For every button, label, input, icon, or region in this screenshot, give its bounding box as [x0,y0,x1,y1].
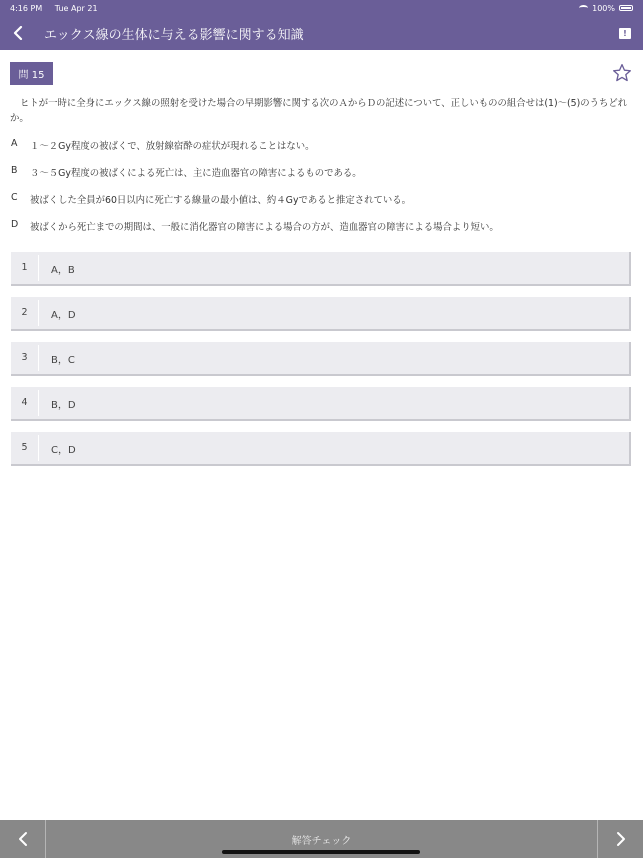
nav-bar [0,16,643,50]
page-title: エックス線の生体に与える影響に関する知識 [44,27,304,43]
chevron-left-icon [12,26,24,40]
choice-text: A，D [51,309,76,321]
back-button[interactable] [0,16,36,50]
battery-icon [619,5,633,11]
choice-text: B，C [51,354,75,366]
statement-label: B [11,165,18,176]
chevron-left-icon [17,831,29,847]
chevron-right-icon [615,831,627,847]
statement-text: １〜２Gy程度の被ばくで、放射線宿酔の症状が現れることはない。 [30,141,315,152]
star-icon[interactable] [612,63,632,83]
choice-option-5[interactable] [11,432,631,466]
statement-text: 被ばくした全員が60日以内に死亡する線量の最小値は、約４Gyであると推定されている。 [30,195,411,206]
choice-option-4[interactable] [11,387,631,421]
statement-text: 被ばくから死亡までの期間は、一般に消化器官の障害による場合の方が、造血器官の障害による場合より短い。 [30,222,499,233]
statement-text: ３〜５Gy程度の被ばくによる死亡は、主に造血器官の障害によるものである。 [30,168,362,179]
statement-label: D [11,219,19,230]
statement-b [11,165,631,179]
choice-number: 3 [11,345,39,371]
answer-check-button[interactable]: 解答チェック [291,835,352,847]
choice-option-1[interactable] [11,252,631,286]
statement-d [11,219,631,233]
status-date: Tue Apr 21 [54,3,98,13]
status-time: 4:16 PM [10,3,43,13]
status-bar [0,0,643,16]
statement-label: C [11,192,18,203]
home-indicator [222,850,420,854]
choice-number: 4 [11,390,39,416]
choice-option-2[interactable] [11,297,631,331]
question-number-badge: 問 15 [10,62,53,85]
choice-text: A，B [51,264,75,276]
next-question-button[interactable] [597,820,643,858]
wifi-icon [579,5,588,11]
choice-number: 1 [11,255,39,281]
choice-number: 5 [11,435,39,461]
choice-text: C，D [51,444,76,456]
choice-number: 2 [11,300,39,326]
choice-text: B，D [51,399,76,411]
question-text: ヒトが一時に全身にエックス線の照射を受けた場合の早期影響に関する次のＡからＤの記述について、正しいものの組合せは(1)〜(5)のうちどれか。 [10,98,628,124]
statement-label: A [11,138,18,149]
statement-a [11,138,631,152]
report-button[interactable] [607,16,643,50]
choice-option-3[interactable] [11,342,631,376]
statement-c [11,192,631,206]
battery-percent: 100% [592,3,615,13]
report-icon: ! [619,28,631,39]
previous-question-button[interactable] [0,820,46,858]
